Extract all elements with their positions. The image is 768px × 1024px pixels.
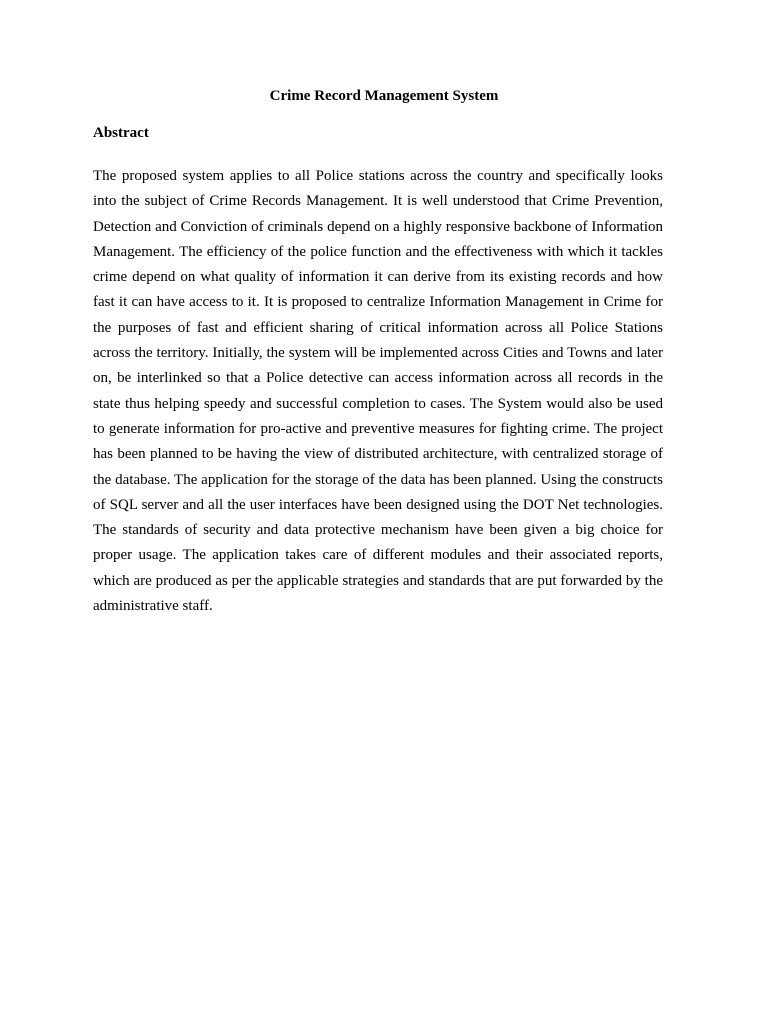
- abstract-paragraph: The proposed system applies to all Police stations across the country and specifically looks into the subject of Crime Records Management. It is well understood that Crime Prevention, Detection and Conviction of criminals depend on a highly responsive backbone of Information Management. The efficiency of the police function and the effectiveness with which it tackles crime depend on what quality of information it can derive from its existing records and how fast it can have access to it. It is proposed to centralize Information Management in Crime for the purposes of fast and efficient sharing of critical information across all Police Stations across the territory. Initially, the system will be implemented across Cities and Towns and later on, be interlinked so that a Police detective can access information across all records in the state thus helping speedy and successful completion to cases. The System would also be used to generate information for pro-active and preventive measures for fighting crime. The project has been planned to be having the view of distributed architecture, with centralized storage of the database. The application for the storage of the data has been planned. Using the constructs of SQL server and all the user interfaces have been designed using the DOT Net technologies. The standards of security and data protective mechanism have been given a big choice for proper usage. The application takes care of different modules and their associated reports, which are produced as per the applicable strategies and standards that are put forwarded by the administrative staff.: [93, 168, 675, 615]
- document-title: Crime Record Management System: [269, 88, 499, 104]
- abstract-heading: Abstract: [93, 125, 149, 141]
